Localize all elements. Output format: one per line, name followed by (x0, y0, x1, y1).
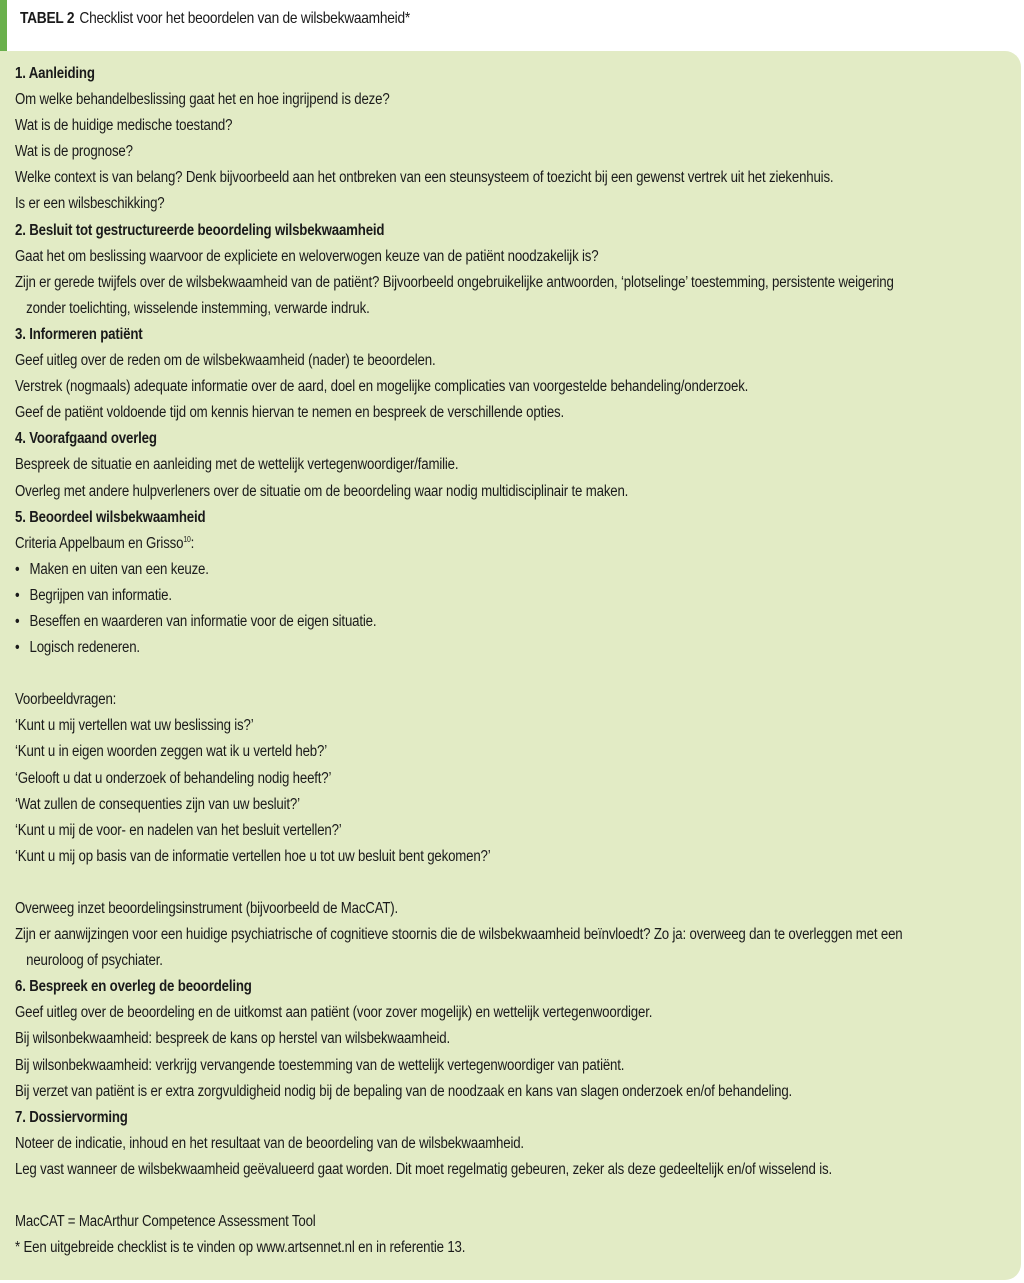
table-label: TABEL 2 (20, 10, 75, 27)
questions-intro: Voorbeeldvragen: (15, 691, 117, 709)
criteria-intro (15, 531, 990, 557)
section-heading-informeren: 3. Informeren patiënt (15, 325, 143, 343)
footnote-abbreviation: MacCAT = MacArthur Competence Assessment Tool (15, 1213, 316, 1231)
checklist-item: Welke context is van belang? Denk bijvoorbeeld aan het ontbreken van een steunsysteem of toezicht bij een gewenst vertrek uit het ziekenhuis. (15, 169, 834, 187)
checklist-content (15, 61, 990, 1261)
checklist-item-continuation: zonder toelichting, wisselende instemming, verwarde indruk. (26, 299, 370, 317)
spacer (15, 1183, 990, 1209)
checklist-item: Geef uitleg over de reden om de wilsbekwaamheid (nader) te beoordelen. (15, 352, 436, 370)
example-question: ‘Gelooft u dat u onderzoek of behandeling nodig heeft?’ (15, 769, 332, 787)
checklist-item: Overleg met andere hulpverleners over de situatie om de beoordeling waar nodig multidisciplinair te maken. (15, 482, 629, 500)
checklist-item: Zijn er gerede twijfels over de wilsbekwaamheid van de patiënt? Bijvoorbeeld ongebruikelijke antwoorden, ‘plotselinge’ toestemming, persistente weigering (15, 273, 894, 291)
example-question: ‘Kunt u mij de voor- en nadelen van het besluit vertellen?’ (15, 821, 342, 839)
title-accent-bar (0, 0, 7, 51)
checklist-item: Leg vast wanneer de wilsbekwaamheid geëvalueerd gaat worden. Dit moet regelmatig gebeuren, zeker als deze gedeeltelijk en/of wisselend is. (15, 1160, 832, 1178)
checklist-item: Geef uitleg over de beoordeling en de uitkomst aan patiënt (voor zover mogelijk) en wettelijk vertegenwoordiger. (15, 1004, 653, 1022)
checklist-item: Om welke behandelbeslissing gaat het en hoe ingrijpend is deze? (15, 91, 390, 109)
reference-superscript: 10 (183, 534, 191, 544)
footnote-reference: * Een uitgebreide checklist is te vinden op www.artsennet.nl en in referentie 13. (15, 1239, 466, 1257)
criteria-bullet-item (15, 635, 990, 661)
bullet-icon: • (15, 612, 20, 630)
spacer (15, 870, 990, 896)
checklist-item: Gaat het om beslissing waarvoor de expliciete en weloverwogen keuze van de patiënt noodzakelijk is? (15, 247, 599, 265)
table-title-bar (0, 0, 1024, 50)
table-caption: Checklist voor het beoordelen van de wilsbekwaamheid* (79, 10, 410, 27)
criteria-intro-colon: : (190, 534, 195, 552)
checklist-item: Is er een wilsbeschikking? (15, 195, 165, 213)
criteria-text: Beseffen en waarderen van informatie voor de eigen situatie. (29, 612, 377, 630)
checklist-item: Wat is de huidige medische toestand? (15, 117, 233, 135)
section-heading-bespreek: 6. Bespreek en overleg de beoordeling (15, 978, 252, 996)
criteria-bullet-item (15, 583, 990, 609)
section-heading-dossiervorming: 7. Dossiervorming (15, 1108, 128, 1126)
criteria-bullet-item (15, 609, 990, 635)
bullet-icon: • (15, 639, 20, 657)
checklist-item: Geef de patiënt voldoende tijd om kennis hiervan te nemen en bespreek de verschillende opties. (15, 404, 564, 422)
checklist-item: Bij wilsonbekwaamheid: verkrijg vervangende toestemming van de wettelijk vertegenwoordiger van patiënt. (15, 1056, 625, 1074)
criteria-text: Logisch redeneren. (29, 639, 140, 657)
checklist-item: Noteer de indicatie, inhoud en het resultaat van de beoordeling van de wilsbekwaamheid. (15, 1134, 524, 1152)
checklist-item: Verstrek (nogmaals) adequate informatie over de aard, doel en mogelijke complicaties van voorgestelde behandeling/onderzoek. (15, 378, 749, 396)
checklist-item: Bespreek de situatie en aanleiding met de wettelijk vertegenwoordiger/familie. (15, 456, 459, 474)
example-question: ‘Kunt u in eigen woorden zeggen wat ik u verteld heb?’ (15, 743, 327, 761)
criteria-text: Maken en uiten van een keuze. (29, 560, 209, 578)
example-question: ‘Kunt u mij vertellen wat uw beslissing is?’ (15, 717, 254, 735)
example-question: ‘Kunt u mij op basis van de informatie vertellen hoe u tot uw besluit bent gekomen?’ (15, 847, 491, 865)
bullet-icon: • (15, 586, 20, 604)
checklist-item: Wat is de prognose? (15, 143, 133, 161)
checklist-item: Bij verzet van patiënt is er extra zorgvuldigheid nodig bij de bepaling van de noodzaak en kans van slagen onderzoek en/of behandeling. (15, 1082, 793, 1100)
criteria-text: Begrijpen van informatie. (29, 586, 172, 604)
criteria-bullet-item (15, 557, 990, 583)
table-title (20, 9, 410, 29)
example-question: ‘Wat zullen de consequenties zijn van uw besluit?’ (15, 795, 300, 813)
section-heading-aanleiding: 1. Aanleiding (15, 65, 95, 82)
checklist-item-continuation: neuroloog of psychiater. (26, 952, 163, 970)
spacer (15, 661, 990, 687)
section-heading-beoordeel: 5. Beoordeel wilsbekwaamheid (15, 508, 206, 526)
checklist-item: Bij wilsonbekwaamheid: bespreek de kans op herstel van wilsbekwaamheid. (15, 1030, 451, 1048)
checklist-item: Overweeg inzet beoordelingsinstrument (bijvoorbeeld de MacCAT). (15, 900, 399, 917)
criteria-intro-text: Criteria Appelbaum en Grisso (15, 534, 184, 552)
bullet-icon: • (15, 560, 20, 578)
section-heading-besluit: 2. Besluit tot gestructureerde beoordeling wilsbekwaamheid (15, 221, 385, 239)
checklist-item: Zijn er aanwijzingen voor een huidige psychiatrische of cognitieve stoornis die de wilsbekwaamheid beïnvloedt? Zo ja: overweeg dan te overleggen met een (15, 926, 903, 944)
section-heading-overleg: 4. Voorafgaand overleg (15, 430, 157, 448)
